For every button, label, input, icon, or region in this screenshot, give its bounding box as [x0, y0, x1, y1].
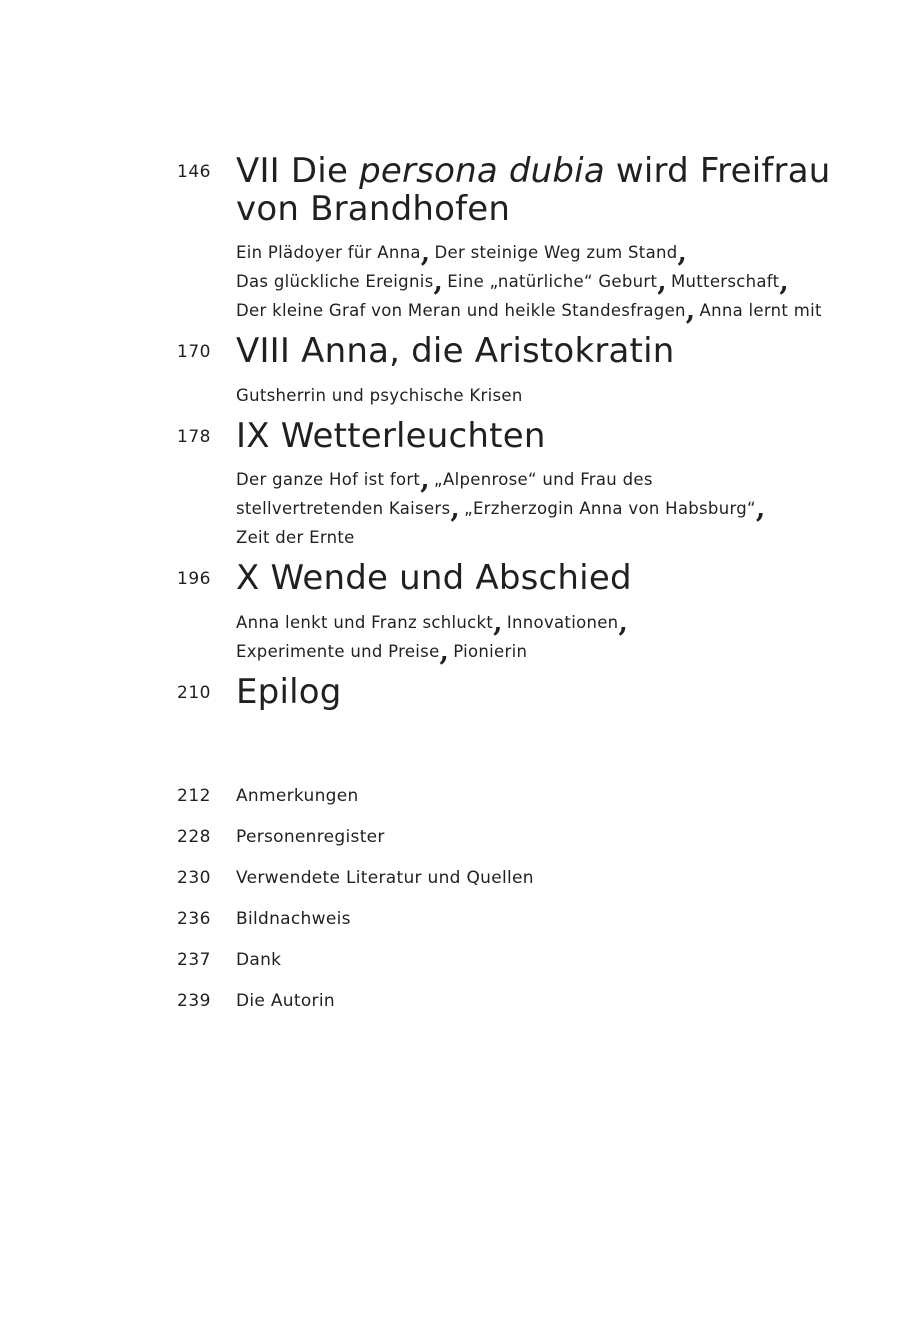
comma-separator: , [439, 636, 450, 667]
subsection-title: Eine „natürliche“ Geburt [447, 272, 658, 291]
subsection-title: Anna lenkt und Franz schluckt [236, 613, 494, 632]
backmatter-title: Bildnachweis [236, 909, 351, 929]
chapter-title: IX Wetterleuchten [236, 416, 546, 456]
comma-separator: , [433, 266, 444, 297]
backmatter-row [0, 827, 916, 857]
subsection-title: Anna lernt mit [699, 301, 822, 320]
backmatter-page-number: 239 [177, 991, 211, 1011]
subsection-line [236, 267, 856, 296]
subsection-title: Innovationen [506, 613, 619, 632]
subsection-title: stellvertretenden Kaisers [236, 499, 451, 518]
subsection-line [236, 381, 856, 410]
backmatter-row [0, 868, 916, 898]
comma-separator: , [755, 493, 766, 524]
chapter-title-line2: von Brandhofen [236, 189, 511, 229]
backmatter-title: Dank [236, 950, 282, 970]
chapter-subsections [236, 381, 856, 410]
backmatter-page-number: 228 [177, 827, 211, 847]
backmatter-row [0, 991, 916, 1021]
subsection-title: Der steinige Weg zum Stand [434, 243, 678, 262]
chapter-subsections [236, 465, 856, 552]
subsection-title: Der kleine Graf von Meran und heikle Standesfragen [236, 301, 686, 320]
chapter-subsections [236, 608, 856, 666]
backmatter-title: Verwendete Literatur und Quellen [236, 868, 534, 888]
subsection-title: „Alpenrose“ und Frau des [433, 470, 653, 489]
subsection-title: „Erzherzogin Anna von Habsburg“ [464, 499, 756, 518]
subsection-line [236, 523, 856, 552]
chapter-page-number: 196 [177, 569, 211, 589]
subsection-line [236, 465, 856, 494]
chapter-title [236, 152, 836, 228]
subsection-title: Das glückliche Ereignis [236, 272, 434, 291]
subsection-title: Ein Plädoyer für Anna [236, 243, 421, 262]
subsection-line [236, 494, 856, 523]
backmatter-row [0, 786, 916, 816]
backmatter-page-number: 236 [177, 909, 211, 929]
subsection-title: Mutterschaft [670, 272, 780, 291]
comma-separator: , [685, 295, 696, 326]
chapter-page-number: 170 [177, 342, 211, 362]
backmatter-row [0, 950, 916, 980]
backmatter-row [0, 909, 916, 939]
subsection-title: Zeit der Ernte [236, 528, 355, 547]
subsection-line [236, 608, 856, 637]
subsection-line [236, 637, 856, 666]
backmatter-page-number: 212 [177, 786, 211, 806]
backmatter-title: Die Autorin [236, 991, 335, 1011]
subsection-title: Der ganze Hof ist fort [236, 470, 421, 489]
comma-separator: , [450, 493, 461, 524]
comma-separator: , [420, 237, 431, 268]
chapter-subsections [236, 238, 856, 325]
backmatter-title: Anmerkungen [236, 786, 359, 806]
chapter-title-part: wird Freifrau [604, 151, 831, 191]
backmatter-page-number: 230 [177, 868, 211, 888]
chapter-title-part: VII Die [236, 151, 360, 191]
comma-separator: , [677, 237, 688, 268]
subsection-title: Pionierin [453, 642, 528, 661]
comma-separator: , [657, 266, 667, 297]
chapter-title-italic: persona dubia [359, 151, 605, 191]
comma-separator: , [618, 607, 629, 638]
chapter-title: Epilog [236, 672, 342, 712]
backmatter-title: Personenregister [236, 827, 385, 847]
chapter-page-number: 146 [177, 162, 211, 182]
subsection-line [236, 296, 856, 325]
comma-separator: , [779, 266, 790, 297]
chapter-title: X Wende und Abschied [236, 558, 632, 598]
subsection-title: Gutsherrin und psychische Krisen [236, 386, 523, 405]
subsection-title: Experimente und Preise [236, 642, 440, 661]
comma-separator: , [493, 607, 503, 638]
comma-separator: , [420, 464, 430, 495]
backmatter-page-number: 237 [177, 950, 211, 970]
chapter-page-number: 210 [177, 683, 211, 703]
chapter-title: VIII Anna, die Aristokratin [236, 331, 675, 371]
subsection-line [236, 238, 856, 267]
chapter-page-number: 178 [177, 427, 211, 447]
